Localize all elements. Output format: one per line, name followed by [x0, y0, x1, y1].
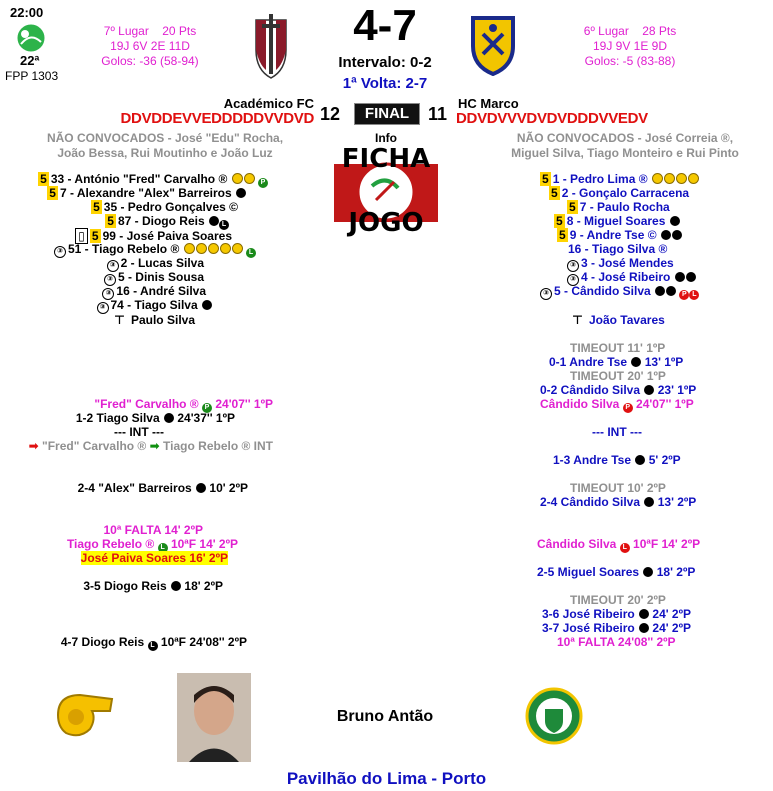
- home-form: DDVDDEVVEDDDDDVVDVD: [120, 110, 314, 127]
- away-event-13: 3-6 José Ribeiro 24' 2ºP: [542, 607, 691, 621]
- logo-text-top: FICHA: [341, 144, 431, 174]
- referee-photo[interactable]: [177, 673, 251, 762]
- venue-name[interactable]: Pavilhão do Lima - Porto: [286, 769, 487, 788]
- match-time: 22:00: [10, 5, 44, 20]
- ficha-jogo-logo[interactable]: [332, 146, 440, 236]
- home-team-name[interactable]: Académico FC: [223, 96, 314, 111]
- away-event-15: 10ª FALTA 24'08'' 2ºP: [557, 635, 676, 649]
- info-link[interactable]: Info: [375, 131, 397, 145]
- home-player-87[interactable]: 5 87 - Diogo Reis L: [105, 214, 229, 230]
- whistle-icon: [50, 685, 120, 741]
- home-event-8: José Paiva Soares 16' 2ºP: [80, 551, 228, 565]
- home-team-crest-icon[interactable]: [250, 10, 292, 80]
- referee-photo-icon: [177, 673, 251, 762]
- away-player-5[interactable]: ③ 5 - Cândido Silva P L: [540, 284, 699, 300]
- away-form: DDVDVVVDVDVDDDVVEDV: [456, 110, 648, 127]
- away-coach[interactable]: ⊤ João Tavares: [572, 313, 665, 327]
- away-player-1[interactable]: 5 1 - Pedro Lima ®: [540, 172, 699, 186]
- competition-logo-icon: [15, 22, 47, 54]
- away-player-3[interactable]: ③ 3 - José Mendes: [567, 256, 674, 272]
- home-fouls: 12: [320, 104, 341, 124]
- home-not-called: NÃO CONVOCADOS - José "Edu" Rocha, João Bessa, Rui Moutinho e João Luz: [46, 131, 284, 160]
- home-event-1: "Fred" Carvalho ® P 24'07'' 1ºP: [94, 397, 273, 411]
- home-event-2: 1-2 Tiago Silva 24'37'' 1ºP: [75, 411, 235, 425]
- away-event-5: Cândido Silva P 24'07'' 1ºP: [540, 397, 694, 411]
- home-player-5[interactable]: ③ 5 - Dinis Sousa: [104, 270, 204, 286]
- away-event-9: 2-4 Cândido Silva 13' 2ºP: [540, 495, 697, 509]
- away-team-name[interactable]: HC Marco: [458, 96, 519, 111]
- final-score: 4-7: [353, 1, 417, 50]
- home-coach[interactable]: ⊤ Paulo Silva: [114, 313, 195, 327]
- away-event-7: 1-3 Andre Tse 5' 2ºP: [553, 453, 681, 467]
- logo-text-bottom: JOGO: [348, 208, 424, 238]
- away-event-8: TIMEOUT 10' 2ºP: [570, 481, 666, 495]
- away-fouls: 11: [428, 104, 448, 124]
- home-player-35[interactable]: 5 35 - Pedro Gonçalves ©: [93, 200, 238, 214]
- home-player-99[interactable]: ▯ 5 99 - José Paiva Soares: [75, 228, 232, 244]
- away-event-14: 3-7 José Ribeiro 24' 2ºP: [542, 621, 691, 635]
- away-event-11: 2-5 Miguel Soares 18' 2ºP: [537, 565, 696, 579]
- home-event-7: Tiago Rebelo ® L 10ªF 14' 2ºP: [66, 537, 238, 551]
- halftime-score: Intervalo: 0-2: [338, 54, 432, 71]
- home-event-6: 10ª FALTA 14' 2ºP: [103, 523, 203, 537]
- away-event-2: 0-1 Andre Tse 13' 1ºP: [549, 355, 684, 369]
- home-player-74[interactable]: ③ 74 - Tiago Silva: [97, 298, 213, 314]
- away-event-3: TIMEOUT 20' 1ºP: [570, 369, 666, 383]
- home-player-33[interactable]: 5 33 - António "Fred" Carvalho ® P: [38, 172, 268, 188]
- home-event-5: 2-4 "Alex" Barreiros 10' 2ºP: [77, 481, 248, 495]
- away-event-6: --- INT ---: [592, 425, 642, 439]
- referee-name[interactable]: Bruno Antão: [336, 708, 434, 725]
- home-standing: 7º Lugar 20 Pts 19J 6V 2E 11D Golos: -36 (58-94): [101, 24, 199, 68]
- away-event-4: 0-2 Cândido Silva 23' 1ºP: [540, 383, 697, 397]
- away-player-9[interactable]: 5 9 - Andre Tse ©: [557, 228, 682, 242]
- home-event-4: ➡ "Fred" Carvalho ® ➡ Tiago Rebelo ® INT: [28, 439, 273, 453]
- home-player-2[interactable]: ③ 2 - Lucas Silva: [107, 256, 204, 272]
- home-event-9: 3-5 Diogo Reis 18' 2ºP: [83, 579, 223, 593]
- away-event-12: TIMEOUT 20' 2ºP: [570, 593, 666, 607]
- association-crest-icon: [525, 685, 583, 747]
- round-number: 22ª: [20, 53, 40, 68]
- home-player-51[interactable]: ③ 51 - Tiago Rebelo ® L: [54, 242, 256, 258]
- away-event-1: TIMEOUT 11' 1ºP: [570, 341, 666, 355]
- status-badge: FINAL: [354, 103, 420, 125]
- home-player-16[interactable]: ③ 16 - André Silva: [102, 284, 206, 300]
- away-event-10: Cândido Silva L 10ªF 14' 2ºP: [537, 537, 701, 551]
- away-not-called: NÃO CONVOCADOS - José Correia ®, Miguel Silva, Tiago Monteiro e Rui Pinto: [511, 131, 739, 160]
- home-player-7[interactable]: 5 7 - Alexandre "Alex" Barreiros: [47, 186, 246, 200]
- away-player-7[interactable]: 5 7 - Paulo Rocha: [569, 200, 670, 214]
- away-standing: 6º Lugar 28 Pts 19J 9V 1E 9D Golos: -5 (83-88): [583, 24, 677, 68]
- home-event-3: --- INT ---: [114, 425, 164, 439]
- home-event-10: 4-7 Diogo Reis L 10ªF 24'08'' 2ºP: [60, 635, 247, 649]
- game-id: FPP 1303: [5, 69, 59, 83]
- away-player-16[interactable]: 16 - Tiago Silva ®: [568, 242, 668, 256]
- away-player-8[interactable]: 5 8 - Miguel Soares: [554, 214, 680, 228]
- away-player-2[interactable]: 5 2 - Gonçalo Carracena: [551, 186, 690, 200]
- away-player-4[interactable]: ③ 4 - José Ribeiro: [567, 270, 696, 286]
- first-leg-score: 1ª Volta: 2-7: [342, 75, 428, 92]
- away-team-crest-icon[interactable]: [470, 12, 516, 76]
